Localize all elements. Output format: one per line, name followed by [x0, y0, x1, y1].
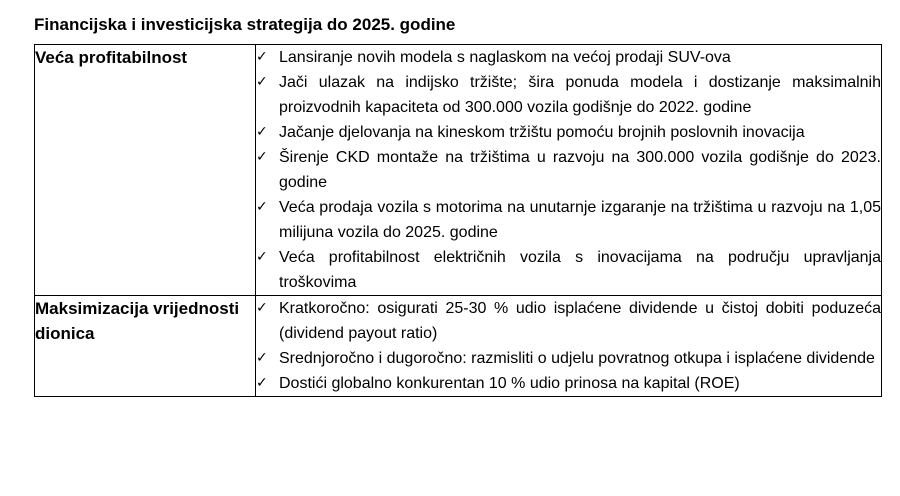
checkmark-icon: ✓	[256, 350, 268, 366]
checkmark-icon: ✓	[256, 74, 268, 90]
table-row-profitability	[35, 45, 882, 296]
list-item	[256, 346, 881, 371]
row-items-cell	[256, 45, 882, 296]
list-item	[256, 45, 881, 70]
list-item	[256, 371, 881, 396]
document-title: Financijska i investicijska strategija do 2025. godine	[34, 15, 456, 34]
list-item-text: Širenje CKD montaže na tržištima u razvoju na 300.000 vozila godišnje do 2023. godine	[279, 149, 881, 191]
strategy-table	[34, 44, 882, 397]
list-item-text: Jači ulazak na indijsko tržište; šira ponuda modela i dostizanje maksimalnih proizvodnih kapaciteta od 300.000 vozila godišnje do 2022. godine	[279, 74, 881, 116]
list-item-text: Lansiranje novih modela s naglaskom na većoj prodaji SUV-ova	[279, 49, 731, 66]
row-label-cell	[35, 296, 256, 397]
list-item	[256, 296, 881, 346]
checkmark-icon: ✓	[256, 375, 268, 391]
row-items-cell	[256, 296, 882, 397]
list-item	[256, 70, 881, 120]
list-item-text: Dostići globalno konkurentan 10 % udio prinosa na kapital (ROE)	[279, 375, 740, 392]
checkmark-icon: ✓	[256, 124, 268, 140]
list-item	[256, 120, 881, 145]
list-item	[256, 145, 881, 195]
row-label-shareholder-value: Maksimizacija vrijednosti dionica	[35, 299, 240, 343]
list-item-text: Srednjoročno i dugoročno: razmisliti o udjelu povratnog otkupa i isplaćene dividende	[279, 350, 875, 367]
checkmark-icon: ✓	[256, 300, 268, 316]
checkmark-icon: ✓	[256, 49, 268, 65]
row-label-profitability: Veća profitabilnost	[35, 48, 188, 67]
checkmark-icon: ✓	[256, 249, 268, 265]
table-row-shareholder-value	[35, 296, 882, 397]
list-item-text: Veća prodaja vozila s motorima na unutarnje izgaranje na tržištima u razvoju na 1,05 milijuna vozila do 2025. godine	[279, 199, 881, 241]
checkmark-icon: ✓	[256, 199, 268, 215]
list-item	[256, 245, 881, 295]
checkmark-icon: ✓	[256, 149, 268, 165]
list-item-text: Veća profitabilnost električnih vozila s inovacijama na području upravljanja troškovima	[279, 249, 881, 291]
list-item	[256, 195, 881, 245]
list-item-text: Jačanje djelovanja na kineskom tržištu pomoću brojnih poslovnih inovacija	[279, 124, 805, 141]
list-item-text: Kratkoročno: osigurati 25-30 % udio isplaćene dividende u čistoj dobiti poduzeća (dividend payout ratio)	[279, 300, 881, 342]
row-label-cell	[35, 45, 256, 296]
